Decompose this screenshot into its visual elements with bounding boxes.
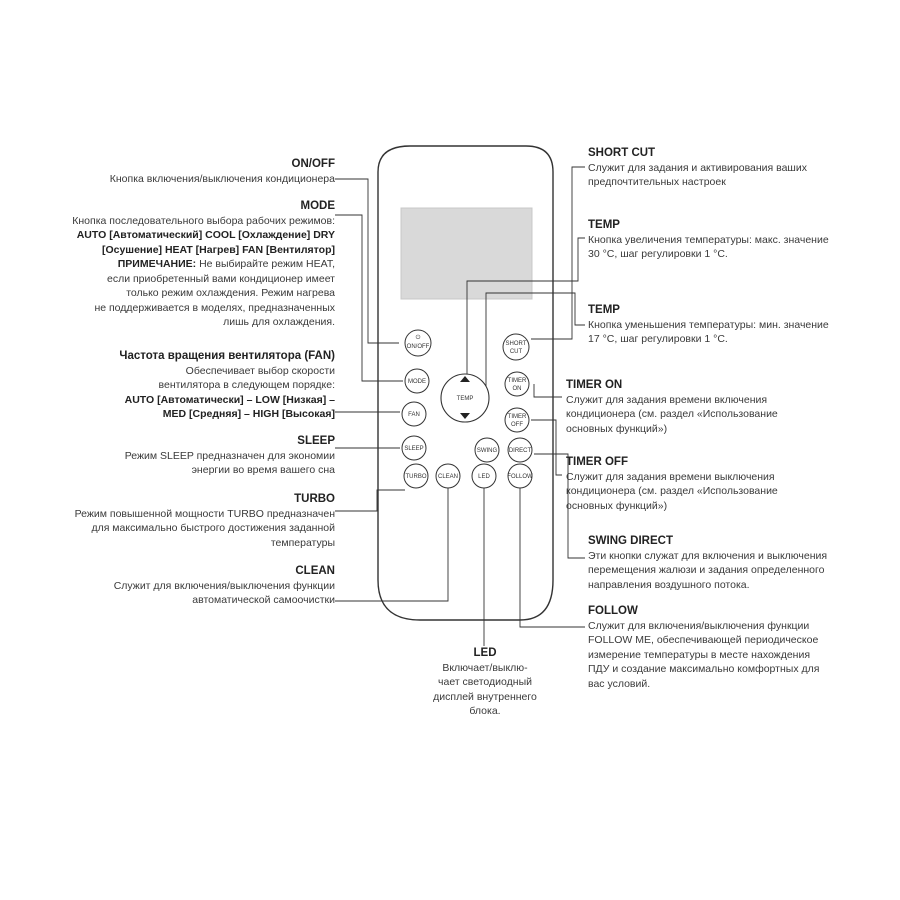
turbo-button[interactable]	[404, 464, 428, 488]
callout-sleep-title: SLEEP	[297, 435, 335, 447]
callout-temp-up-line: 30 °С, шаг регулировки 1 °С.	[588, 248, 728, 260]
temp-rocker[interactable]	[441, 374, 489, 422]
callout-led-title: LED	[473, 647, 497, 659]
callout-sleep-line: Режим SLEEP предназначен для экономии	[124, 449, 335, 462]
callout-mode-line: если приобретенный вами кондиционер имеет	[106, 272, 335, 285]
callout-led-line: Включает/выклю-	[442, 661, 528, 674]
callout-mode	[72, 199, 335, 330]
direct-button[interactable]	[508, 438, 532, 462]
timer-off-button[interactable]	[505, 408, 529, 432]
timer-on-button[interactable]	[505, 372, 529, 396]
callout-clean-line: автоматической самоочистки	[192, 594, 335, 606]
callout-short-cut-title: SHORT CUT	[588, 147, 656, 159]
callout-temp-up-title: TEMP	[588, 219, 620, 231]
fan-button[interactable]	[402, 402, 426, 426]
callout-short-cut	[588, 146, 807, 190]
callout-follow-line: измерение температуры в месте нахождения	[588, 648, 811, 661]
callout-led-line: чает светодиодный	[438, 676, 532, 688]
svg-text:OFF: OFF	[511, 422, 523, 428]
sleep-button[interactable]	[402, 436, 426, 460]
callout-turbo-title: TURBO	[294, 493, 335, 505]
svg-text:TEMP: TEMP	[456, 396, 474, 402]
svg-text:SWING: SWING	[476, 448, 498, 454]
svg-text:DIRECT: DIRECT	[508, 448, 532, 454]
callout-turbo-line: Режим повышенной мощности TURBO предназначен	[74, 507, 335, 520]
callout-fan-title: Частота вращения вентилятора (FAN)	[119, 350, 335, 362]
follow-button[interactable]	[507, 464, 533, 488]
clean-button[interactable]	[436, 464, 460, 488]
callout-led-line: блока.	[469, 705, 501, 717]
svg-text:CUT: CUT	[509, 349, 523, 355]
callout-timer-off-title: TIMER OFF	[566, 456, 628, 468]
callout-follow	[588, 604, 819, 691]
svg-text:TIMER: TIMER	[507, 378, 527, 384]
callout-fan-line: Обеспечивает выбор скорости	[185, 364, 335, 377]
callout-timer-on-line: основных функций»)	[566, 422, 668, 435]
lcd-screen	[401, 208, 532, 299]
short-cut-button[interactable]	[503, 334, 529, 360]
callout-timer-on-line: кондиционера (см. раздел «Использование	[566, 408, 778, 420]
callout-swing-direct-line: перемещения жалюзи и задания определенного	[588, 564, 825, 576]
callout-mode-line: не поддерживается в моделях, предназначенных	[94, 301, 335, 314]
svg-text:FOLLOW: FOLLOW	[507, 474, 533, 480]
callout-short-cut-line: предпочтительных настроек	[588, 176, 726, 188]
callout-swing-direct	[588, 534, 827, 592]
callout-mode-note	[72, 257, 335, 272]
callout-mode-line: только режим охлаждения. Режим нагрева	[126, 287, 335, 299]
callout-swing-direct-line: направления воздушного потока.	[588, 578, 750, 591]
callout-clean-line: Служит для включения/выключения функции	[113, 579, 335, 592]
svg-text:ON/OFF: ON/OFF	[406, 344, 430, 350]
swing-button[interactable]	[475, 438, 499, 462]
callout-sleep	[125, 434, 335, 478]
svg-text:SHORT: SHORT	[505, 341, 527, 347]
on-off-button[interactable]	[405, 330, 431, 356]
svg-text:ON: ON	[512, 386, 522, 392]
callout-short-cut-line: Служит для задания и активирования ваших	[588, 161, 807, 174]
svg-text:⏻: ⏻	[415, 335, 421, 341]
callout-temp-down-title: TEMP	[588, 304, 620, 316]
callout-timer-on	[566, 378, 778, 436]
callout-temp-up-line: Кнопка увеличения температуры: макс. значение	[588, 233, 829, 246]
callout-clean	[114, 564, 335, 608]
callout-mode-note-label: ПРИМЕЧАНИЕ:	[117, 258, 197, 270]
svg-text:MODE: MODE	[408, 379, 426, 385]
callout-sleep-line: энергии во время вашего сна	[191, 464, 335, 476]
callout-temp-down-line: Кнопка уменьшения температуры: мин. значение	[588, 318, 829, 331]
callout-clean-title: CLEAN	[295, 565, 335, 577]
callout-mode-note-text: Не выбирайте режим HEAT,	[196, 258, 335, 270]
callout-fan-line: MED [Средняя] – HIGH [Высокая]	[162, 408, 335, 420]
svg-text:TURBO: TURBO	[405, 474, 427, 480]
callout-timer-on-title: TIMER ON	[566, 379, 623, 391]
callout-timer-on-line: Служит для задания времени включения	[566, 393, 768, 406]
svg-text:LED: LED	[478, 474, 490, 480]
callout-follow-line: ПДУ и создание максимально комфортных для	[588, 663, 820, 675]
callout-follow-line: Служит для включения/выключения функции	[588, 619, 810, 632]
led-button[interactable]	[472, 464, 496, 488]
callout-fan-line: вентилятора в следующем порядке:	[158, 379, 335, 391]
callout-timer-off-line: Служит для задания времени выключения	[566, 470, 775, 483]
callout-led	[420, 646, 550, 719]
callout-mode-line: [Осушение] HEAT [Нагрев] FAN [Вентилятор]	[101, 243, 335, 256]
callout-mode-title: MODE	[300, 200, 335, 212]
callout-follow-line: вас условий.	[588, 677, 651, 690]
callout-fan	[119, 349, 335, 422]
callout-mode-line: лишь для охлаждения.	[223, 316, 335, 328]
callout-temp-up	[588, 218, 829, 262]
callout-turbo-line: температуры	[270, 536, 335, 549]
callout-mode-line: AUTO [Автоматический] COOL [Охлаждение] DRY	[76, 229, 335, 241]
svg-text:FAN: FAN	[408, 412, 420, 418]
callout-on-off	[110, 157, 335, 186]
svg-text:SLEEP: SLEEP	[404, 446, 424, 452]
callout-on-off-title: ON/OFF	[291, 158, 335, 170]
callout-timer-off	[566, 455, 778, 513]
callout-on-off-desc: Кнопка включения/выключения кондиционера	[109, 172, 335, 185]
callout-temp-down	[588, 303, 829, 347]
callout-follow-title: FOLLOW	[588, 605, 638, 617]
svg-text:TIMER: TIMER	[507, 414, 527, 420]
callout-led-line: дисплей внутреннего	[433, 690, 537, 703]
callout-follow-line: FOLLOW ME, обеспечивающей периодическое	[588, 634, 819, 646]
callout-mode-line: Кнопка последовательного выбора рабочих режимов:	[72, 214, 335, 227]
svg-text:CLEAN: CLEAN	[437, 474, 459, 480]
callout-timer-off-line: основных функций»)	[566, 499, 668, 512]
callout-turbo	[75, 492, 335, 550]
callout-temp-down-line: 17 °С, шаг регулировки 1 °С.	[588, 333, 728, 345]
callout-fan-line: AUTO [Автоматически] – LOW [Низкая] –	[124, 393, 335, 406]
callout-swing-direct-title: SWING DIRECT	[588, 535, 673, 547]
callout-swing-direct-line: Эти кнопки служат для включения и выключения	[588, 549, 828, 562]
mode-button[interactable]	[405, 369, 429, 393]
callout-turbo-line: для максимально быстрого достижения заданной	[91, 522, 335, 534]
callout-timer-off-line: кондиционера (см. раздел «Использование	[566, 485, 778, 497]
